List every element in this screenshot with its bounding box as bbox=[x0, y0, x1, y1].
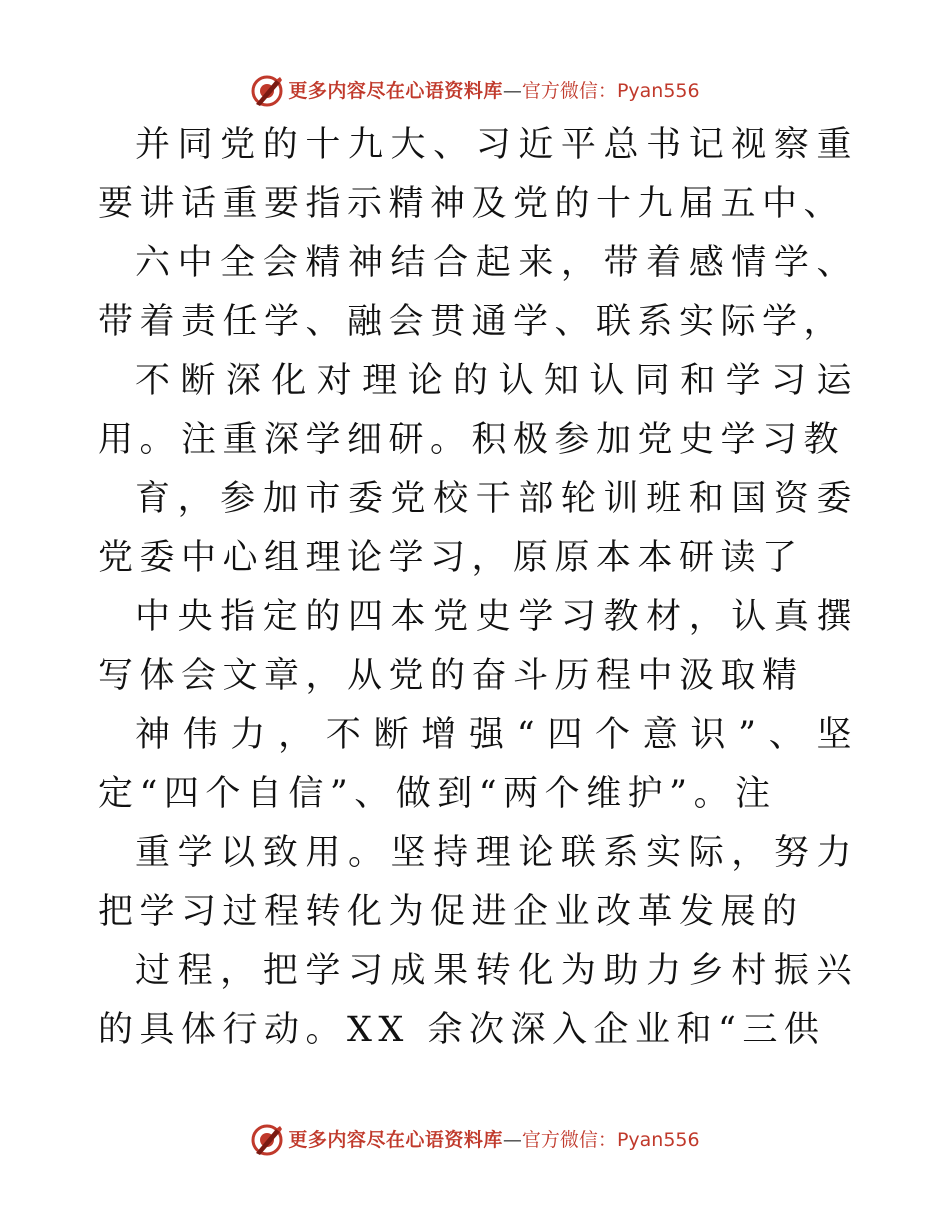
paragraph-6: 神伟力，不断增强“四个意识”、坚定“四个自信”、做到“两个维护”。注 bbox=[98, 715, 858, 814]
paragraph-5: 中央指定的四本党史学习教材，认真撰写体会文章，从党的奋斗历程中汲取精 bbox=[98, 597, 858, 696]
document-body bbox=[98, 116, 858, 1060]
footer-watermark bbox=[0, 1120, 950, 1160]
watermark-lead-text: 更多内容尽在心语资料库 bbox=[288, 79, 503, 102]
paragraph-8: 过程，把学习成果转化为助力乡村振兴的具体行动。XX 余次深入企业和“三供 bbox=[98, 951, 858, 1050]
watermark-account-id: Pyan556 bbox=[616, 79, 700, 102]
paragraph-3: 不断深化对理论的认知认同和学习运用。注重深学细研。积极参加党史学习教 bbox=[98, 361, 858, 460]
paragraph-7: 重学以致用。坚持理论联系实际，努力把学习过程转化为促进企业改革发展的 bbox=[98, 833, 858, 932]
header-watermark bbox=[0, 71, 950, 111]
pen-logo-icon bbox=[250, 1123, 284, 1157]
watermark-account-label: 官方微信： bbox=[521, 79, 617, 102]
watermark-lead-text: 更多内容尽在心语资料库 bbox=[288, 1128, 503, 1151]
paragraph-1: 并同党的十九大、习近平总书记视察重要讲话重要指示精神及党的十九届五中、 bbox=[98, 125, 858, 224]
paragraph-4: 育，参加市委党校干部轮训班和国资委党委中心组理论学习，原原本本研读了 bbox=[98, 479, 858, 578]
watermark-dash: — bbox=[502, 79, 522, 102]
watermark-dash: — bbox=[502, 1128, 522, 1151]
watermark-account-id: Pyan556 bbox=[616, 1128, 700, 1151]
pen-logo-icon bbox=[250, 74, 284, 108]
paragraph-2: 六中全会精神结合起来，带着感情学、带着责任学、融会贯通学、联系实际学， bbox=[98, 243, 858, 342]
watermark-account-label: 官方微信： bbox=[521, 1128, 617, 1151]
